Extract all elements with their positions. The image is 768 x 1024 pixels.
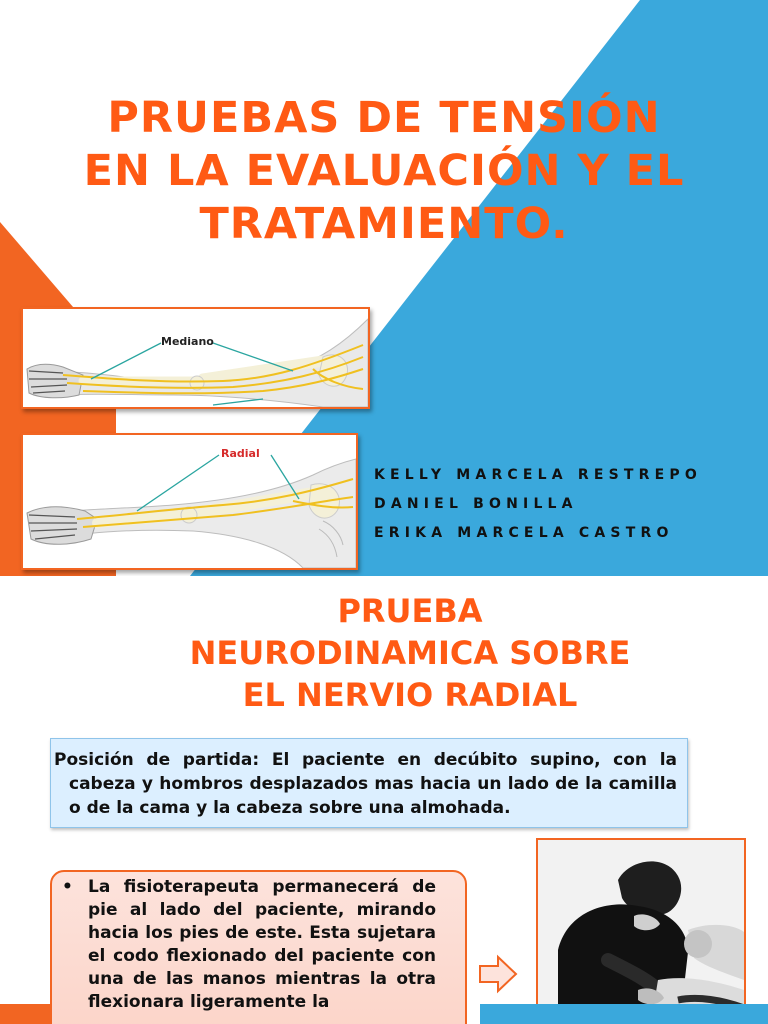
author-name: KELLY MARCELA RESTREPO xyxy=(374,467,702,483)
title-line: PRUEBA xyxy=(337,592,483,630)
radial-nerve-figure xyxy=(21,433,358,570)
title-line: TRATAMIENTO. xyxy=(199,199,569,249)
bottom-decoration xyxy=(0,998,768,1024)
instruction-bullet xyxy=(60,876,436,1014)
right-arrow-icon xyxy=(478,954,518,994)
arm-illustration xyxy=(23,309,368,407)
slide-title xyxy=(60,590,760,716)
presentation-title xyxy=(40,92,728,251)
title-line: PRUEBAS DE TENSIÓN xyxy=(107,93,661,143)
title-line: NEURODINAMICA SOBRE xyxy=(189,634,631,672)
position-text: Posición de partida: El paciente en decúbito supino, con la cabeza y hombros desplazados mas hacia un lado de la camilla o de la cama y la cabeza sobre una almohada. xyxy=(54,750,677,818)
median-nerve-figure xyxy=(21,307,370,409)
content-slide xyxy=(0,576,768,1024)
therapist-patient-image xyxy=(538,840,744,1024)
radial-label: Radial xyxy=(221,447,260,460)
title-line: EN LA EVALUACIÓN Y EL xyxy=(83,146,685,196)
instruction-text: La fisioterapeuta permanecerá de pie al lado del paciente, mirando hacia los pies de este. Esta sujetara el codo flexionado del paciente con una de las manos mientras la otra flexionara ligeramente la xyxy=(88,877,436,1012)
title-line: EL NERVIO RADIAL xyxy=(242,676,578,714)
author-name: DANIEL BONILLA xyxy=(374,496,578,512)
median-label: Mediano xyxy=(161,335,214,348)
author-name: ERIKA MARCELA CASTRO xyxy=(374,525,674,541)
arm-illustration xyxy=(23,435,356,568)
author-list xyxy=(374,466,764,553)
bullet-icon: • xyxy=(62,877,73,897)
patient-photo xyxy=(536,838,746,1024)
